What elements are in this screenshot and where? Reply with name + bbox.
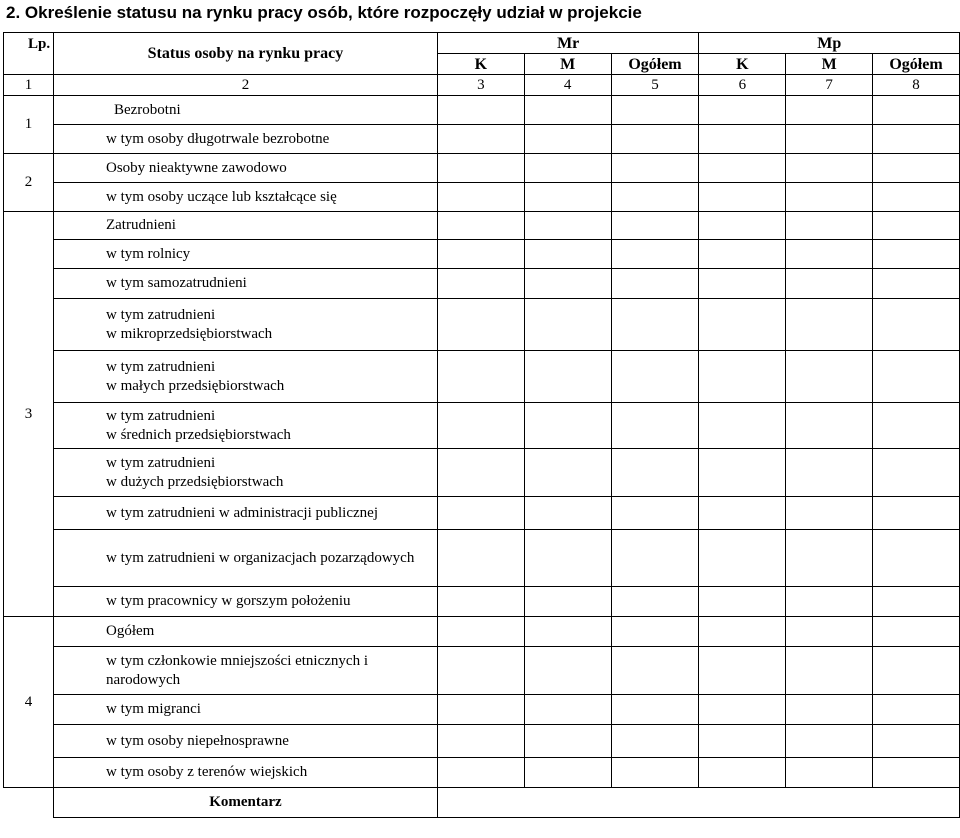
mp-m-header: M [786,54,873,75]
status-label [53,497,437,530]
value-cell[interactable] [786,96,873,125]
status-label-line: w tym zatrudnieni [105,358,216,375]
value-cell[interactable] [699,758,786,788]
value-cell[interactable] [524,125,611,154]
status-label [53,96,437,125]
value-cell[interactable] [873,647,960,695]
value-cell[interactable] [786,530,873,587]
table-row [4,587,960,617]
value-cell[interactable] [524,96,611,125]
value-cell[interactable] [873,125,960,154]
value-cell[interactable] [786,587,873,617]
value-cell[interactable] [524,530,611,587]
table-row [4,299,960,351]
status-label-line: w mikroprzedsiębiorstwach [105,325,273,342]
value-cell[interactable] [437,154,524,183]
value-cell[interactable] [611,647,699,695]
value-cell[interactable] [437,183,524,212]
status-label [53,449,437,497]
value-cell[interactable] [786,695,873,725]
value-cell[interactable] [699,647,786,695]
status-label [53,725,437,758]
value-cell[interactable] [873,758,960,788]
value-cell[interactable] [524,403,611,449]
column-number: 7 [786,75,873,96]
status-label [53,530,437,587]
group-number: 4 [4,617,54,788]
value-cell[interactable] [524,351,611,403]
status-label-line: w tym rolnicy [105,245,191,262]
value-cell[interactable] [699,96,786,125]
status-label [53,695,437,725]
status-label-line: narodowych [105,671,181,688]
status-label-line: w tym migranci [105,701,201,717]
mr-k-header: K [437,54,524,75]
status-label-line: Osoby nieaktywne zawodowo [105,159,287,176]
value-cell[interactable] [786,647,873,695]
status-label [53,617,437,647]
value-cell[interactable] [524,240,611,269]
value-cell[interactable] [611,587,699,617]
value-cell[interactable] [786,154,873,183]
status-label [53,403,437,449]
column-number: 1 [4,75,54,96]
value-cell[interactable] [873,403,960,449]
value-cell[interactable] [524,299,611,351]
value-cell[interactable] [611,497,699,530]
status-label-line: w małych przedsiębiorstwach [105,377,285,394]
table-row [4,96,960,125]
column-number: 8 [873,75,960,96]
value-cell[interactable] [611,154,699,183]
comment-row [4,788,960,818]
value-cell[interactable] [437,240,524,269]
group-number: 3 [4,212,54,617]
group-number: 1 [4,96,54,154]
value-cell[interactable] [524,617,611,647]
value-cell[interactable] [873,497,960,530]
table-row [4,403,960,449]
value-cell[interactable] [786,617,873,647]
group-number: 2 [4,154,54,212]
value-cell[interactable] [524,647,611,695]
value-cell[interactable] [524,212,611,240]
status-label-line: w tym zatrudnieni w administracji publicznej [105,504,378,521]
status-label [53,212,437,240]
value-cell[interactable] [611,183,699,212]
value-cell[interactable] [524,183,611,212]
value-cell[interactable] [873,212,960,240]
table-row [4,647,960,695]
mp-k-header: K [699,54,786,75]
value-cell[interactable] [786,299,873,351]
value-cell[interactable] [611,403,699,449]
value-cell[interactable] [786,212,873,240]
value-cell[interactable] [611,758,699,788]
value-cell[interactable] [786,725,873,758]
mp-total-header: Ogółem [873,54,960,75]
status-label-line: w tym osoby długotrwale bezrobotne [105,130,330,147]
mr-total-header: Ogółem [611,54,699,75]
value-cell[interactable] [437,403,524,449]
table-row [4,269,960,299]
value-cell[interactable] [611,299,699,351]
value-cell[interactable] [437,449,524,497]
value-cell[interactable] [437,96,524,125]
value-cell[interactable] [524,497,611,530]
value-cell[interactable] [437,299,524,351]
status-header: Status osoby na rynku pracy [53,33,437,75]
status-label [53,587,437,617]
value-cell[interactable] [873,240,960,269]
value-cell[interactable] [786,269,873,299]
table-row [4,497,960,530]
value-cell[interactable] [699,154,786,183]
value-cell[interactable] [786,351,873,403]
table-row [4,530,960,587]
status-label [53,240,437,269]
comment-field[interactable] [437,788,959,818]
value-cell[interactable] [699,725,786,758]
status-label-line: w tym zatrudnieni [105,454,216,471]
lp-header: Lp. [4,33,54,75]
status-label [53,299,437,351]
column-number: 2 [53,75,437,96]
value-cell[interactable] [437,695,524,725]
table-row [4,183,960,212]
value-cell[interactable] [699,449,786,497]
value-cell[interactable] [611,530,699,587]
value-cell[interactable] [873,96,960,125]
value-cell[interactable] [524,269,611,299]
value-cell[interactable] [786,497,873,530]
column-number: 5 [611,75,699,96]
value-cell[interactable] [786,403,873,449]
value-cell[interactable] [611,125,699,154]
status-label [53,647,437,695]
value-cell[interactable] [873,695,960,725]
value-cell[interactable] [699,497,786,530]
table-row [4,240,960,269]
status-label-line: w tym zatrudnieni w organizacjach pozarządowych [105,549,415,566]
value-cell[interactable] [524,587,611,617]
table-row [4,125,960,154]
value-cell[interactable] [873,587,960,617]
value-cell[interactable] [611,96,699,125]
value-cell[interactable] [611,351,699,403]
value-cell[interactable] [611,269,699,299]
value-cell[interactable] [524,695,611,725]
value-cell[interactable] [524,758,611,788]
value-cell[interactable] [873,530,960,587]
value-cell[interactable] [699,183,786,212]
column-number: 4 [524,75,611,96]
value-cell[interactable] [437,351,524,403]
mr-m-header: M [524,54,611,75]
column-number: 6 [699,75,786,96]
section-heading: 2. Określenie statusu na rynku pracy osób, które rozpoczęły udział w projekcie [6,3,642,22]
value-cell[interactable] [873,183,960,212]
table-row [4,154,960,183]
value-cell[interactable] [611,212,699,240]
status-label-line: Bezrobotni [113,101,181,118]
value-cell[interactable] [873,449,960,497]
value-cell[interactable] [524,449,611,497]
value-cell[interactable] [437,497,524,530]
value-cell[interactable] [611,240,699,269]
value-cell[interactable] [437,125,524,154]
status-label [53,154,437,183]
status-label [53,351,437,403]
value-cell[interactable] [699,351,786,403]
value-cell[interactable] [524,725,611,758]
status-label-line: w tym samozatrudnieni [105,275,247,291]
value-cell[interactable] [611,617,699,647]
value-cell[interactable] [873,269,960,299]
status-label-line: w tym osoby uczące lub kształcące się [105,188,337,205]
status-label-line: w tym członkowie mniejszości etnicznych i [105,652,368,669]
value-cell[interactable] [437,725,524,758]
value-cell[interactable] [873,617,960,647]
value-cell[interactable] [699,403,786,449]
value-cell[interactable] [786,449,873,497]
value-cell[interactable] [873,351,960,403]
table-row [4,449,960,497]
status-label-line: Ogółem [105,623,155,639]
status-label [53,125,437,154]
value-cell[interactable] [611,695,699,725]
value-cell[interactable] [699,530,786,587]
column-number: 3 [437,75,524,96]
value-cell[interactable] [437,647,524,695]
table-row [4,725,960,758]
value-cell[interactable] [786,758,873,788]
column-number-row [4,75,960,96]
status-label [53,758,437,788]
value-cell[interactable] [437,758,524,788]
value-cell[interactable] [524,154,611,183]
status-label [53,183,437,212]
table-row [4,351,960,403]
value-cell[interactable] [699,269,786,299]
table-row [4,212,960,240]
status-label-line: w dużych przedsiębiorstwach [105,473,284,490]
value-cell[interactable] [699,617,786,647]
status-label-line: w średnich przedsiębiorstwach [105,426,291,443]
value-cell[interactable] [611,725,699,758]
value-cell[interactable] [699,587,786,617]
value-cell[interactable] [786,240,873,269]
value-cell[interactable] [786,183,873,212]
comment-label: Komentarz [53,788,437,818]
comment-lp-cell [4,788,54,818]
value-cell[interactable] [699,695,786,725]
value-cell[interactable] [699,125,786,154]
status-label [53,269,437,299]
status-label-line: Zatrudnieni [105,217,176,233]
value-cell[interactable] [437,587,524,617]
value-cell[interactable] [699,299,786,351]
status-label-line: w tym osoby z terenów wiejskich [105,764,308,780]
table-row [4,758,960,788]
status-label-line: w tym osoby niepełnosprawne [105,732,289,749]
value-cell[interactable] [437,530,524,587]
value-cell[interactable] [437,617,524,647]
status-label-line: w tym pracownicy w gorszym położeniu [105,593,351,609]
value-cell[interactable] [611,449,699,497]
status-label-line: w tym zatrudnieni [105,407,216,424]
value-cell[interactable] [437,212,524,240]
value-cell[interactable] [437,269,524,299]
mr-header: Mr [437,33,699,54]
mp-header: Mp [699,33,960,54]
status-label-line: w tym zatrudnieni [105,306,216,323]
table-row [4,617,960,647]
labour-market-status-table [3,32,960,818]
value-cell[interactable] [873,725,960,758]
value-cell[interactable] [699,240,786,269]
value-cell[interactable] [699,212,786,240]
value-cell[interactable] [873,154,960,183]
value-cell[interactable] [873,299,960,351]
value-cell[interactable] [786,125,873,154]
table-row [4,695,960,725]
